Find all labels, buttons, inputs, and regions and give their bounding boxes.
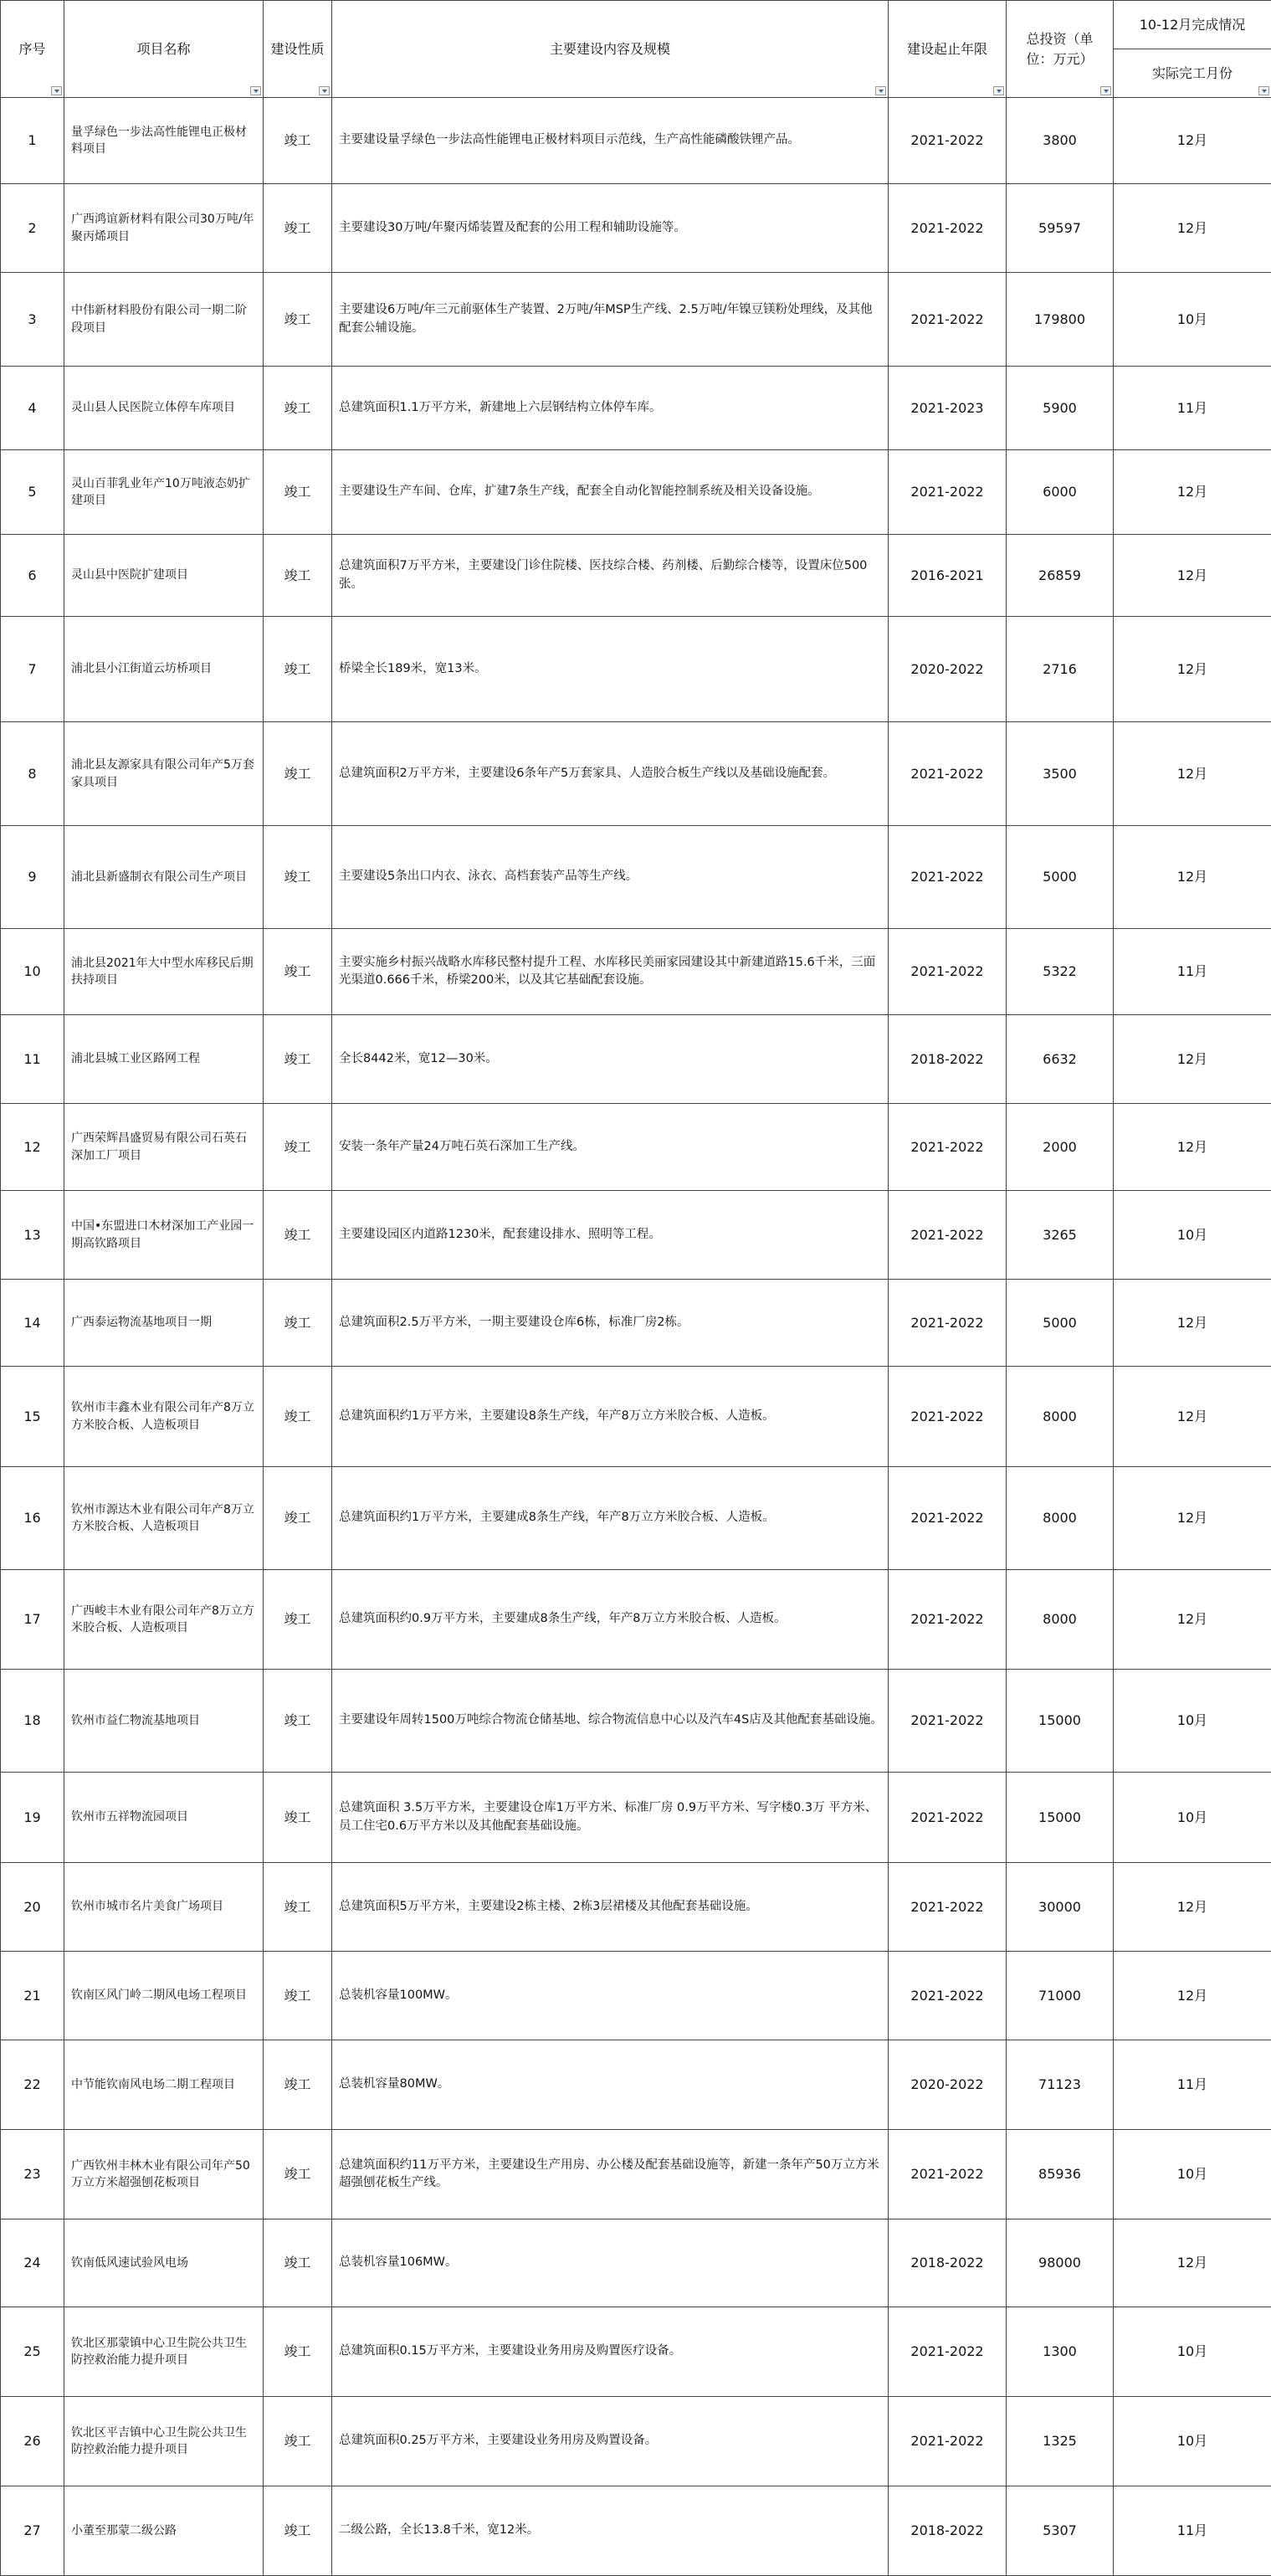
cell-nature: 竣工 bbox=[264, 98, 332, 184]
cell-period: 2021-2022 bbox=[889, 1570, 1007, 1670]
cell-nature: 竣工 bbox=[264, 1670, 332, 1773]
cell-investment: 71123 bbox=[1007, 2040, 1114, 2130]
header-actual-month bbox=[1114, 49, 1271, 98]
table-row bbox=[1, 1104, 1271, 1191]
cell-month: 11月 bbox=[1114, 367, 1271, 450]
cell-period: 2021-2022 bbox=[889, 1467, 1007, 1570]
table-row bbox=[1, 722, 1271, 826]
cell-project-name: 浦北县小江街道云坊桥项目 bbox=[64, 617, 264, 722]
cell-nature: 竣工 bbox=[264, 1191, 332, 1280]
cell-project-name: 钦南低风速试验风电场 bbox=[64, 2219, 264, 2307]
cell-project-name: 小董至那蒙二级公路 bbox=[64, 2486, 264, 2576]
table-row bbox=[1, 826, 1271, 929]
cell-content: 主要实施乡村振兴战略水库移民整村提升工程、水库移民美丽家园建设其中新建道路15.6千米，三面光渠道0.666千米，桥梁200米，以及其它基础配套设施。 bbox=[332, 929, 889, 1015]
cell-seq: 5 bbox=[1, 450, 64, 535]
cell-seq: 8 bbox=[1, 722, 64, 826]
table-row bbox=[1, 2219, 1271, 2307]
cell-nature: 竣工 bbox=[264, 450, 332, 535]
cell-period: 2021-2022 bbox=[889, 2130, 1007, 2219]
cell-project-name: 钦州市丰鑫木业有限公司年产8万立方米胶合板、人造板项目 bbox=[64, 1367, 264, 1467]
cell-content: 总建筑面积 3.5万平方米，主要建设仓库1万平方米、标准厂房 0.9万平方米、写字楼0.3万 平方米、员工住宅0.6万平方米以及其他配套基础设施。 bbox=[332, 1773, 889, 1863]
cell-project-name: 广西泰运物流基地项目一期 bbox=[64, 1280, 264, 1367]
cell-content: 总装机容量100MW。 bbox=[332, 1952, 889, 2040]
cell-content: 总建筑面积约1万平方米，主要建设8条生产线，年产8万立方米胶合板、人造板。 bbox=[332, 1367, 889, 1467]
cell-project-name: 灵山百菲乳业年产10万吨液态奶扩建项目 bbox=[64, 450, 264, 535]
cell-period: 2021-2022 bbox=[889, 98, 1007, 184]
cell-seq: 10 bbox=[1, 929, 64, 1015]
cell-investment: 5000 bbox=[1007, 826, 1114, 929]
cell-nature: 竣工 bbox=[264, 617, 332, 722]
header-seq-label: 序号 bbox=[18, 41, 45, 57]
cell-month: 12月 bbox=[1114, 722, 1271, 826]
cell-investment: 59597 bbox=[1007, 184, 1114, 273]
header-content-label: 主要建设内容及规模 bbox=[550, 41, 670, 57]
filter-dropdown-icon[interactable] bbox=[250, 86, 261, 95]
cell-investment: 8000 bbox=[1007, 1367, 1114, 1467]
table-body bbox=[1, 98, 1271, 2576]
cell-month: 10月 bbox=[1114, 1670, 1271, 1773]
cell-nature: 竣工 bbox=[264, 1773, 332, 1863]
header-period bbox=[889, 1, 1007, 98]
table-row bbox=[1, 2130, 1271, 2219]
table-row bbox=[1, 929, 1271, 1015]
cell-month: 11月 bbox=[1114, 2040, 1271, 2130]
cell-content: 总建筑面积1.1万平方米，新建地上六层钢结构立体停车库。 bbox=[332, 367, 889, 450]
cell-seq: 24 bbox=[1, 2219, 64, 2307]
cell-seq: 20 bbox=[1, 1863, 64, 1952]
cell-month: 10月 bbox=[1114, 1191, 1271, 1280]
cell-nature: 竣工 bbox=[264, 184, 332, 273]
cell-period: 2021-2022 bbox=[889, 1670, 1007, 1773]
cell-investment: 15000 bbox=[1007, 1670, 1114, 1773]
cell-investment: 2716 bbox=[1007, 617, 1114, 722]
cell-month: 12月 bbox=[1114, 1467, 1271, 1570]
cell-nature: 竣工 bbox=[264, 929, 332, 1015]
cell-content: 总建筑面积2万平方米，主要建设6条年产5万套家具、人造胶合板生产线以及基础设施配套。 bbox=[332, 722, 889, 826]
cell-project-name: 浦北县2021年大中型水库移民后期扶持项目 bbox=[64, 929, 264, 1015]
cell-investment: 8000 bbox=[1007, 1467, 1114, 1570]
cell-month: 11月 bbox=[1114, 929, 1271, 1015]
cell-month: 12月 bbox=[1114, 2219, 1271, 2307]
cell-content: 安装一条年产量24万吨石英石深加工生产线。 bbox=[332, 1104, 889, 1191]
table-row bbox=[1, 1670, 1271, 1773]
cell-project-name: 灵山县中医院扩建项目 bbox=[64, 535, 264, 617]
cell-nature: 竣工 bbox=[264, 1952, 332, 2040]
cell-nature: 竣工 bbox=[264, 2040, 332, 2130]
cell-nature: 竣工 bbox=[264, 2397, 332, 2486]
header-actual-month-label: 实际完工月份 bbox=[1152, 65, 1233, 81]
filter-dropdown-icon[interactable] bbox=[1100, 86, 1111, 95]
cell-month: 12月 bbox=[1114, 1015, 1271, 1104]
filter-dropdown-icon[interactable] bbox=[993, 86, 1004, 95]
cell-content: 总建筑面积2.5万平方米，一期主要建设仓库6栋，标准厂房2栋。 bbox=[332, 1280, 889, 1367]
cell-project-name: 钦北区平吉镇中心卫生院公共卫生防控救治能力提升项目 bbox=[64, 2397, 264, 2486]
filter-dropdown-icon[interactable] bbox=[51, 86, 62, 95]
cell-nature: 竣工 bbox=[264, 2486, 332, 2576]
table-row bbox=[1, 273, 1271, 367]
table-row bbox=[1, 617, 1271, 722]
cell-content: 主要建设30万吨/年聚丙烯装置及配套的公用工程和辅助设施等。 bbox=[332, 184, 889, 273]
cell-content: 总建筑面积约1万平方米，主要建成8条生产线，年产8万立方米胶合板、人造板。 bbox=[332, 1467, 889, 1570]
cell-seq: 9 bbox=[1, 826, 64, 929]
table-row bbox=[1, 1015, 1271, 1104]
cell-seq: 22 bbox=[1, 2040, 64, 2130]
cell-investment: 1325 bbox=[1007, 2397, 1114, 2486]
cell-content: 主要建设园区内道路1230米，配套建设排水、照明等工程。 bbox=[332, 1191, 889, 1280]
cell-investment: 5000 bbox=[1007, 1280, 1114, 1367]
header-investment bbox=[1007, 1, 1114, 98]
cell-month: 12月 bbox=[1114, 535, 1271, 617]
cell-investment: 3265 bbox=[1007, 1191, 1114, 1280]
cell-seq: 2 bbox=[1, 184, 64, 273]
cell-month: 12月 bbox=[1114, 1952, 1271, 2040]
cell-content: 全长8442米，宽12—30米。 bbox=[332, 1015, 889, 1104]
cell-content: 主要建设量孚绿色一步法高性能锂电正极材料项目示范线，生产高性能磷酸铁锂产品。 bbox=[332, 98, 889, 184]
cell-investment: 5307 bbox=[1007, 2486, 1114, 2576]
cell-period: 2018-2022 bbox=[889, 2219, 1007, 2307]
cell-investment: 26859 bbox=[1007, 535, 1114, 617]
header-name-label: 项目名称 bbox=[136, 41, 190, 57]
cell-content: 桥梁全长189米，宽13米。 bbox=[332, 617, 889, 722]
cell-investment: 1300 bbox=[1007, 2307, 1114, 2397]
cell-seq: 21 bbox=[1, 1952, 64, 2040]
filter-dropdown-icon[interactable] bbox=[1258, 86, 1269, 95]
cell-month: 12月 bbox=[1114, 1570, 1271, 1670]
cell-seq: 3 bbox=[1, 273, 64, 367]
table-row bbox=[1, 98, 1271, 184]
header-investment-label: 总投资（单位：万元） bbox=[1026, 31, 1093, 66]
cell-seq: 26 bbox=[1, 2397, 64, 2486]
filter-dropdown-icon[interactable] bbox=[875, 86, 886, 95]
table-row bbox=[1, 184, 1271, 273]
cell-investment: 85936 bbox=[1007, 2130, 1114, 2219]
cell-content: 总建筑面积约11万平方米，主要建设生产用房、办公楼及配套基础设施等，新建一条年产50万立方米超强刨花板生产线。 bbox=[332, 2130, 889, 2219]
cell-month: 10月 bbox=[1114, 1773, 1271, 1863]
cell-nature: 竣工 bbox=[264, 367, 332, 450]
cell-investment: 8000 bbox=[1007, 1570, 1114, 1670]
cell-period: 2021-2022 bbox=[889, 184, 1007, 273]
cell-nature: 竣工 bbox=[264, 2219, 332, 2307]
cell-project-name: 钦州市城市名片美食广场项目 bbox=[64, 1863, 264, 1952]
cell-seq: 19 bbox=[1, 1773, 64, 1863]
cell-project-name: 广西峻丰木业有限公司年产8万立方米胶合板、人造板项目 bbox=[64, 1570, 264, 1670]
cell-nature: 竣工 bbox=[264, 826, 332, 929]
cell-seq: 6 bbox=[1, 535, 64, 617]
cell-nature: 竣工 bbox=[264, 273, 332, 367]
cell-nature: 竣工 bbox=[264, 1863, 332, 1952]
table-row bbox=[1, 1467, 1271, 1570]
cell-period: 2016-2021 bbox=[889, 535, 1007, 617]
cell-period: 2021-2022 bbox=[889, 273, 1007, 367]
header-q4-group bbox=[1114, 1, 1271, 49]
cell-seq: 18 bbox=[1, 1670, 64, 1773]
cell-period: 2018-2022 bbox=[889, 2486, 1007, 2576]
cell-content: 主要建设年周转1500万吨综合物流仓储基地、综合物流信息中心以及汽车4S店及其他配套基础设施。 bbox=[332, 1670, 889, 1773]
cell-nature: 竣工 bbox=[264, 1367, 332, 1467]
cell-nature: 竣工 bbox=[264, 722, 332, 826]
cell-content: 主要建设5条出口内衣、泳衣、高档套装产品等生产线。 bbox=[332, 826, 889, 929]
cell-project-name: 广西鸿谊新材料有限公司30万吨/年聚丙烯项目 bbox=[64, 184, 264, 273]
cell-month: 12月 bbox=[1114, 617, 1271, 722]
cell-nature: 竣工 bbox=[264, 1015, 332, 1104]
cell-content: 总建筑面积约0.9万平方米，主要建成8条生产线，年产8万立方米胶合板、人造板。 bbox=[332, 1570, 889, 1670]
cell-period: 2021-2022 bbox=[889, 826, 1007, 929]
cell-period: 2021-2022 bbox=[889, 1191, 1007, 1280]
cell-period: 2021-2023 bbox=[889, 367, 1007, 450]
cell-period: 2021-2022 bbox=[889, 1863, 1007, 1952]
cell-investment: 5322 bbox=[1007, 929, 1114, 1015]
cell-month: 12月 bbox=[1114, 826, 1271, 929]
cell-content: 二级公路，全长13.8千米，宽12米。 bbox=[332, 2486, 889, 2576]
table-row bbox=[1, 2307, 1271, 2397]
cell-investment: 6000 bbox=[1007, 450, 1114, 535]
cell-seq: 17 bbox=[1, 1570, 64, 1670]
cell-project-name: 广西钦州丰林木业有限公司年产50万立方米超强刨花板项目 bbox=[64, 2130, 264, 2219]
cell-project-name: 浦北县新盛制衣有限公司生产项目 bbox=[64, 826, 264, 929]
cell-project-name: 钦南区风门岭二期风电场工程项目 bbox=[64, 1952, 264, 2040]
cell-seq: 11 bbox=[1, 1015, 64, 1104]
cell-period: 2018-2022 bbox=[889, 1015, 1007, 1104]
cell-content: 总装机容量106MW。 bbox=[332, 2219, 889, 2307]
cell-period: 2021-2022 bbox=[889, 722, 1007, 826]
cell-month: 12月 bbox=[1114, 1280, 1271, 1367]
cell-seq: 15 bbox=[1, 1367, 64, 1467]
table-row bbox=[1, 367, 1271, 450]
cell-nature: 竣工 bbox=[264, 1280, 332, 1367]
cell-project-name: 钦州市五祥物流园项目 bbox=[64, 1773, 264, 1863]
cell-project-name: 浦北县城工业区路网工程 bbox=[64, 1015, 264, 1104]
cell-project-name: 钦北区那蒙镇中心卫生院公共卫生防控救治能力提升项目 bbox=[64, 2307, 264, 2397]
cell-seq: 16 bbox=[1, 1467, 64, 1570]
cell-period: 2021-2022 bbox=[889, 1280, 1007, 1367]
table-row bbox=[1, 2397, 1271, 2486]
table-row bbox=[1, 1280, 1271, 1367]
cell-content: 总建筑面积7万平方米，主要建设门诊住院楼、医技综合楼、药剂楼、后勤综合楼等，设置床位500张。 bbox=[332, 535, 889, 617]
cell-month: 10月 bbox=[1114, 2130, 1271, 2219]
cell-content: 主要建设6万吨/年三元前驱体生产装置、2万吨/年MSP生产线、2.5万吨/年镍豆镁粉处理线，及其他配套公辅设施。 bbox=[332, 273, 889, 367]
cell-nature: 竣工 bbox=[264, 1467, 332, 1570]
table-row bbox=[1, 2486, 1271, 2576]
cell-investment: 5900 bbox=[1007, 367, 1114, 450]
cell-nature: 竣工 bbox=[264, 535, 332, 617]
table-row bbox=[1, 1191, 1271, 1280]
cell-project-name: 量孚绿色一步法高性能锂电正极材料项目 bbox=[64, 98, 264, 184]
cell-month: 10月 bbox=[1114, 2307, 1271, 2397]
table-row bbox=[1, 1570, 1271, 1670]
cell-month: 12月 bbox=[1114, 450, 1271, 535]
cell-month: 10月 bbox=[1114, 2397, 1271, 2486]
cell-content: 总建筑面积5万平方米，主要建设2栋主楼、2栋3层裙楼及其他配套基础设施。 bbox=[332, 1863, 889, 1952]
cell-content: 总建筑面积0.15万平方米，主要建设业务用房及购置医疗设备。 bbox=[332, 2307, 889, 2397]
cell-project-name: 中伟新材料股份有限公司一期二阶段项目 bbox=[64, 273, 264, 367]
cell-seq: 7 bbox=[1, 617, 64, 722]
header-content bbox=[332, 1, 889, 98]
header-nature bbox=[264, 1, 332, 98]
cell-seq: 12 bbox=[1, 1104, 64, 1191]
cell-project-name: 中节能钦南风电场二期工程项目 bbox=[64, 2040, 264, 2130]
header-seq bbox=[1, 1, 64, 98]
cell-month: 12月 bbox=[1114, 184, 1271, 273]
cell-project-name: 钦州市益仁物流基地项目 bbox=[64, 1670, 264, 1773]
cell-investment: 30000 bbox=[1007, 1863, 1114, 1952]
cell-nature: 竣工 bbox=[264, 2307, 332, 2397]
cell-investment: 2000 bbox=[1007, 1104, 1114, 1191]
cell-project-name: 中国•东盟进口木材深加工产业园一期高钦路项目 bbox=[64, 1191, 264, 1280]
cell-seq: 14 bbox=[1, 1280, 64, 1367]
cell-project-name: 广西荣辉昌盛贸易有限公司石英石深加工厂项目 bbox=[64, 1104, 264, 1191]
cell-seq: 27 bbox=[1, 2486, 64, 2576]
cell-content: 总装机容量80MW。 bbox=[332, 2040, 889, 2130]
cell-project-name: 浦北县友源家具有限公司年产5万套家具项目 bbox=[64, 722, 264, 826]
cell-period: 2021-2022 bbox=[889, 450, 1007, 535]
table-row bbox=[1, 1863, 1271, 1952]
cell-period: 2021-2022 bbox=[889, 1104, 1007, 1191]
header-nature-label: 建设性质 bbox=[270, 41, 324, 57]
cell-investment: 3800 bbox=[1007, 98, 1114, 184]
cell-investment: 71000 bbox=[1007, 1952, 1114, 2040]
cell-month: 12月 bbox=[1114, 98, 1271, 184]
table-row bbox=[1, 2040, 1271, 2130]
cell-period: 2021-2022 bbox=[889, 2307, 1007, 2397]
table-row bbox=[1, 1952, 1271, 2040]
cell-investment: 98000 bbox=[1007, 2219, 1114, 2307]
cell-nature: 竣工 bbox=[264, 1570, 332, 1670]
cell-seq: 25 bbox=[1, 2307, 64, 2397]
cell-period: 2021-2022 bbox=[889, 1952, 1007, 2040]
cell-nature: 竣工 bbox=[264, 2130, 332, 2219]
cell-content: 主要建设生产车间、仓库，扩建7条生产线，配套全自动化智能控制系统及相关设备设施。 bbox=[332, 450, 889, 535]
table-row bbox=[1, 450, 1271, 535]
cell-seq: 23 bbox=[1, 2130, 64, 2219]
cell-period: 2021-2022 bbox=[889, 1773, 1007, 1863]
cell-investment: 15000 bbox=[1007, 1773, 1114, 1863]
table-row bbox=[1, 1367, 1271, 1467]
table-row bbox=[1, 1773, 1271, 1863]
cell-period: 2020-2022 bbox=[889, 617, 1007, 722]
cell-period: 2021-2022 bbox=[889, 929, 1007, 1015]
cell-period: 2021-2022 bbox=[889, 1367, 1007, 1467]
cell-period: 2020-2022 bbox=[889, 2040, 1007, 2130]
cell-seq: 4 bbox=[1, 367, 64, 450]
cell-investment: 6632 bbox=[1007, 1015, 1114, 1104]
cell-nature: 竣工 bbox=[264, 1104, 332, 1191]
cell-investment: 3500 bbox=[1007, 722, 1114, 826]
cell-period: 2021-2022 bbox=[889, 2397, 1007, 2486]
header-name bbox=[64, 1, 264, 98]
table-row bbox=[1, 535, 1271, 617]
cell-month: 12月 bbox=[1114, 1104, 1271, 1191]
cell-seq: 13 bbox=[1, 1191, 64, 1280]
header-q4-group-label: 10-12月完成情况 bbox=[1140, 17, 1246, 33]
cell-month: 11月 bbox=[1114, 2486, 1271, 2576]
cell-month: 12月 bbox=[1114, 1367, 1271, 1467]
cell-month: 12月 bbox=[1114, 1863, 1271, 1952]
filter-dropdown-icon[interactable] bbox=[319, 86, 330, 95]
cell-project-name: 钦州市源达木业有限公司年产8万立方米胶合板、人造板项目 bbox=[64, 1467, 264, 1570]
cell-investment: 179800 bbox=[1007, 273, 1114, 367]
cell-content: 总建筑面积0.25万平方米，主要建设业务用房及购置设备。 bbox=[332, 2397, 889, 2486]
cell-seq: 1 bbox=[1, 98, 64, 184]
header-period-label: 建设起止年限 bbox=[907, 41, 987, 57]
cell-project-name: 灵山县人民医院立体停车库项目 bbox=[64, 367, 264, 450]
cell-month: 10月 bbox=[1114, 273, 1271, 367]
